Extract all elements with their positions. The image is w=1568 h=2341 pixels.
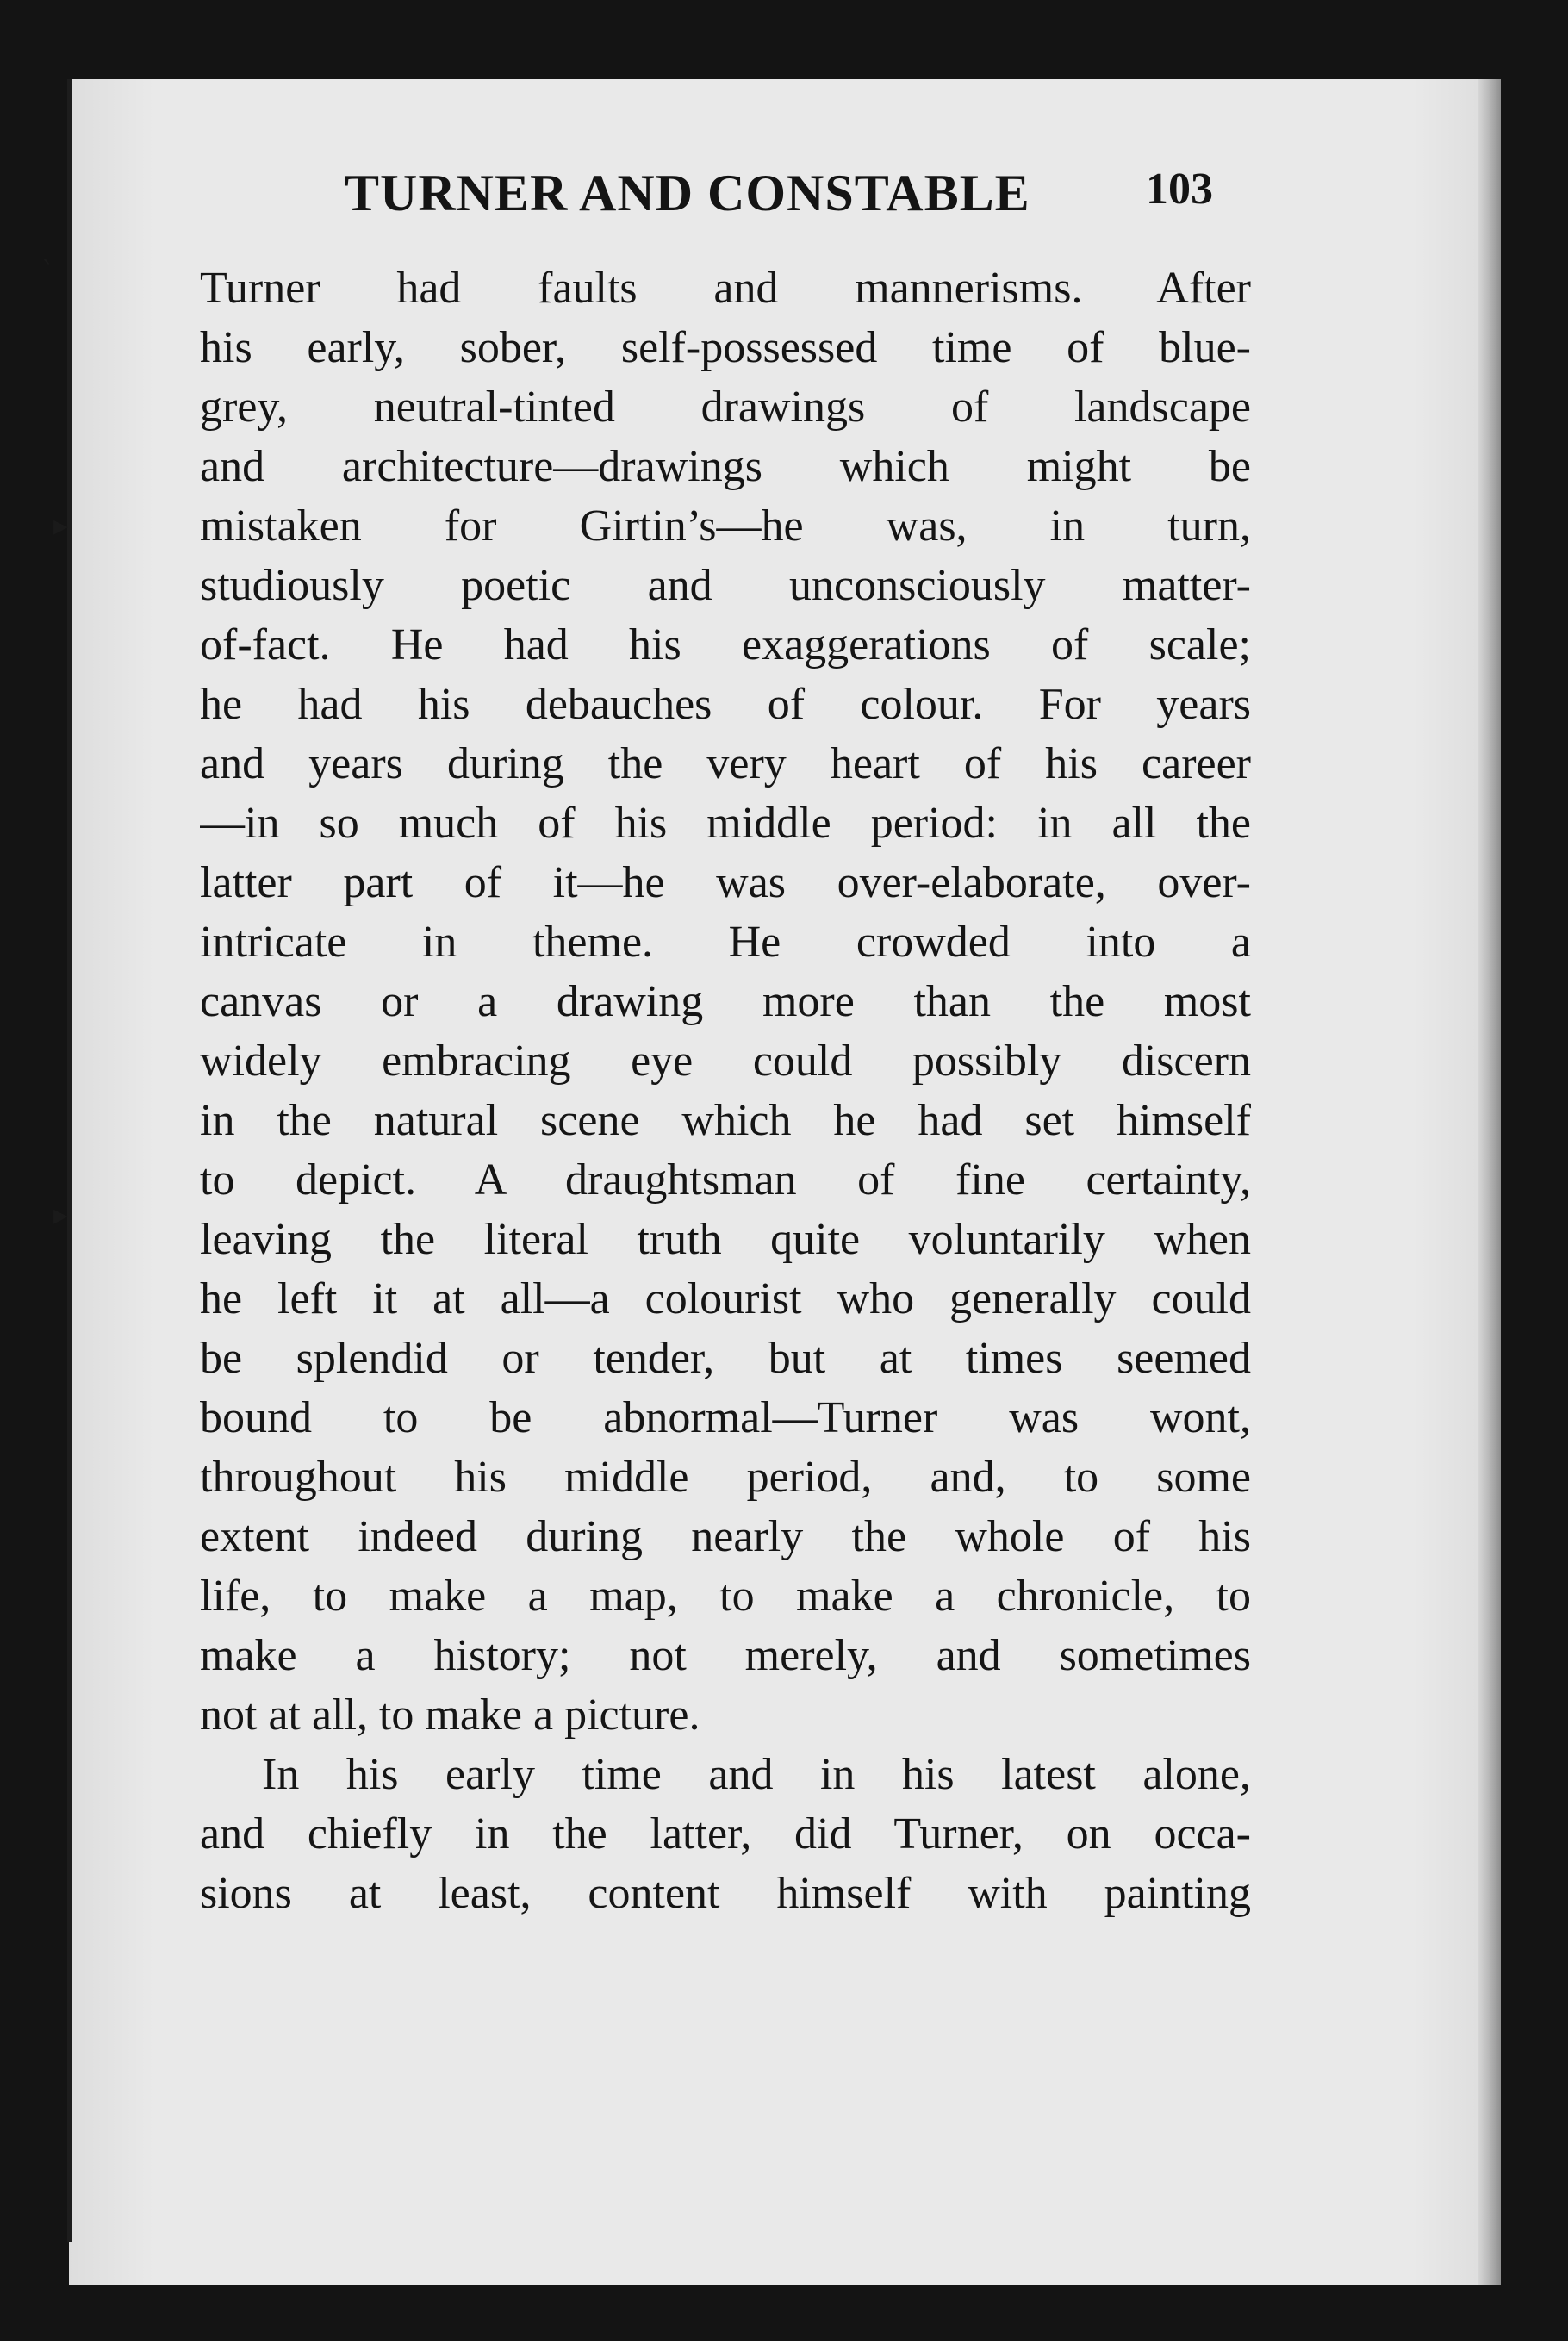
text-line: leaving the literal truth quite voluntarily when (200, 1215, 1251, 1264)
text-line: throughout his middle period, and, to some (200, 1453, 1251, 1502)
paragraph (200, 1745, 1251, 1923)
binding-edge (67, 79, 72, 2242)
text-line: he had his debauches of colour. For years (200, 680, 1251, 729)
margin-mark-icon: ▸ (53, 508, 69, 543)
text-line: of-fact. He had his exaggerations of scale; (200, 620, 1251, 669)
text-line: mistaken for Girtin’s—he was, in turn, (200, 501, 1251, 551)
text-line: life, to make a map, to make a chronicle, to (200, 1572, 1251, 1621)
text-line: —in so much of his middle period: in all the (200, 799, 1251, 848)
text-line: extent indeed during nearly the whole of his (200, 1512, 1251, 1561)
text-line: Turner had faults and mannerisms. After (200, 264, 1251, 313)
text-line: and years during the very heart of his career (200, 739, 1251, 788)
text-line: bound to be abnormal—Turner was wont, (200, 1393, 1251, 1442)
text-line: to depict. A draughtsman of fine certainty, (200, 1155, 1251, 1205)
body-text (200, 258, 1251, 1923)
text-line: intricate in theme. He crowded into a (200, 918, 1251, 967)
text-line: his early, sober, self-possessed time of blue- (200, 323, 1251, 372)
margin-mark-icon: ˋ (41, 257, 54, 287)
text-line: widely embracing eye could possibly discern (200, 1037, 1251, 1086)
text-line: studiously poetic and unconsciously matter- (200, 561, 1251, 610)
page-number: 103 (1146, 165, 1213, 214)
running-head: TURNER AND CONSTABLE (345, 165, 1030, 221)
margin-mark-icon: ▸ (53, 1198, 69, 1232)
page-edge-shadow (1478, 79, 1501, 2285)
text-line: grey, neutral-tinted drawings of landscape (200, 383, 1251, 432)
text-line: latter part of it—he was over-elaborate, over- (200, 858, 1251, 907)
text-line: be splendid or tender, but at times seemed (200, 1334, 1251, 1383)
text-line: in the natural scene which he had set himself (200, 1096, 1251, 1145)
paragraph (200, 258, 1251, 1745)
text-line: sions at least, content himself with painting (200, 1869, 1251, 1918)
text-line: not at all, to make a picture. (200, 1690, 700, 1740)
text-line: In his early time and in his latest alone, (262, 1750, 1251, 1799)
text-line: canvas or a drawing more than the most (200, 977, 1251, 1026)
text-line: he left it at all—a colourist who generally could (200, 1274, 1251, 1323)
text-line: and architecture—drawings which might be (200, 442, 1251, 491)
text-line: make a history; not merely, and sometimes (200, 1631, 1251, 1680)
text-line: and chiefly in the latter, did Turner, on occa- (200, 1809, 1251, 1858)
